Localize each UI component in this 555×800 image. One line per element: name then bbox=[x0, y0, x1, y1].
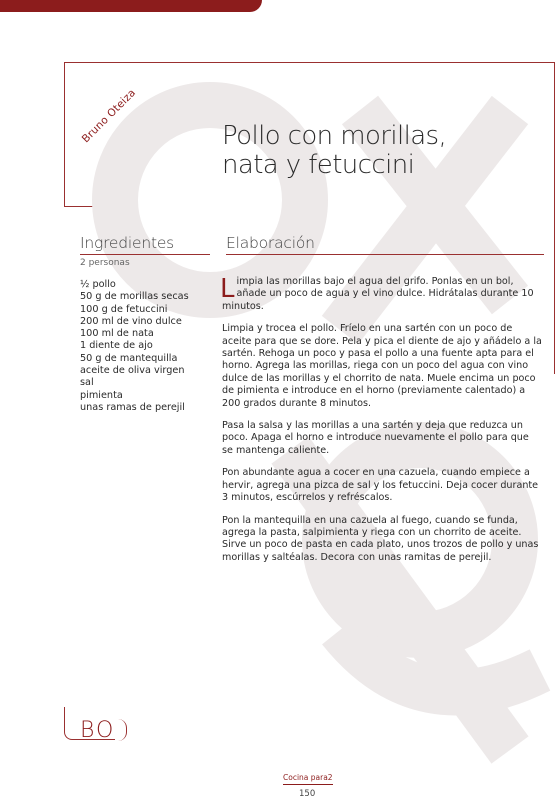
elaboration-heading-rule bbox=[226, 254, 544, 255]
ingredient-item: aceite de oliva virgen bbox=[80, 365, 185, 377]
footer-rule bbox=[283, 784, 333, 785]
ingredient-item: unas ramas de perejil bbox=[80, 401, 185, 413]
elaboration-paragraph: Pasa la salsa y las morillas a una sartén y deja que reduzca un poco. Apaga el horno e introduce nuevamente el pollo para que se mantenga caliente. bbox=[222, 420, 529, 456]
frame-right-rule bbox=[548, 62, 555, 374]
ingredient-item: 100 ml de nata bbox=[80, 328, 154, 340]
elaboration-paragraph-text: impia las morillas bajo el agua del grifo. Ponlas en un bol, añade un poco de agua y el vino dulce. Hidrátalas durante 10 minutos. bbox=[222, 276, 534, 312]
elaboration-heading: Elaboración bbox=[226, 234, 315, 252]
page-number: 150 bbox=[299, 789, 316, 799]
ingredient-item: 1 diente de ajo bbox=[80, 340, 153, 352]
elaboration-paragraph: Pon la mantequilla en una cazuela al fuego, cuando se funda, agrega la pasta, salpimienta y riega con un chorrito de aceite. Sirve un poco de pasta en cada plato, unos trozos de pollo y unas morillas y saltéalas. Decora con unas ramitas de perejil. bbox=[222, 514, 539, 563]
footer-brand: Cocina para2 bbox=[283, 773, 333, 782]
ingredients-list bbox=[80, 279, 189, 414]
recipe-title bbox=[222, 122, 522, 180]
recipe-title-line: Pollo con morillas, bbox=[222, 121, 447, 151]
frame-corner-rule bbox=[64, 206, 110, 207]
top-color-band bbox=[0, 0, 262, 12]
ingredients-heading: Ingredientes bbox=[80, 234, 175, 252]
ingredient-item: 50 g de morillas secas bbox=[80, 291, 189, 303]
initials-curve bbox=[118, 719, 127, 741]
ingredient-item: 50 g de mantequilla bbox=[80, 352, 178, 364]
author-name: Bruno Oteiza bbox=[79, 86, 139, 146]
ingredient-item: 100 g de fetuccini bbox=[80, 303, 168, 315]
elaboration-paragraph: Pon abundante agua a cocer en una cazuela, cuando empiece a hervir, agrega una pizca de sal y los fetuccini. Deja cocer durante 3 minutos, escúrrelos y refréscalos. bbox=[222, 467, 539, 504]
frame-top-rule bbox=[64, 62, 555, 63]
elaboration-text bbox=[222, 276, 542, 574]
elaboration-paragraph: Limpia y trocea el pollo. Fríelo en una sartén con un poco de aceite para que se dore. Pela y pica el diente de ajo y añádelo a la sartén. Rehoga un poco y pasa el pollo a una fuente apta para el horno. Agrega las morillas, riega con un poco del agua con vino dulce de las morillas y el chorrito de nata. Muele encima un poco de pimienta e introduce en el horno (previamente calentado) a 200 grados durante 8 minutos. bbox=[222, 323, 542, 409]
frame-left-rule bbox=[64, 62, 65, 207]
ingredients-heading-rule bbox=[80, 254, 210, 255]
ingredient-item: sal bbox=[80, 377, 94, 389]
ingredient-item: 200 ml de vino dulce bbox=[80, 315, 182, 327]
recipe-title-line: nata y fetuccini bbox=[222, 150, 415, 180]
ingredient-item: ½ pollo bbox=[80, 279, 116, 290]
elaboration-paragraph bbox=[222, 276, 542, 313]
drop-cap: L bbox=[220, 274, 235, 304]
servings-label: 2 personas bbox=[80, 258, 130, 268]
chef-initials: BO bbox=[80, 718, 116, 743]
ingredient-item: pimienta bbox=[80, 389, 123, 401]
